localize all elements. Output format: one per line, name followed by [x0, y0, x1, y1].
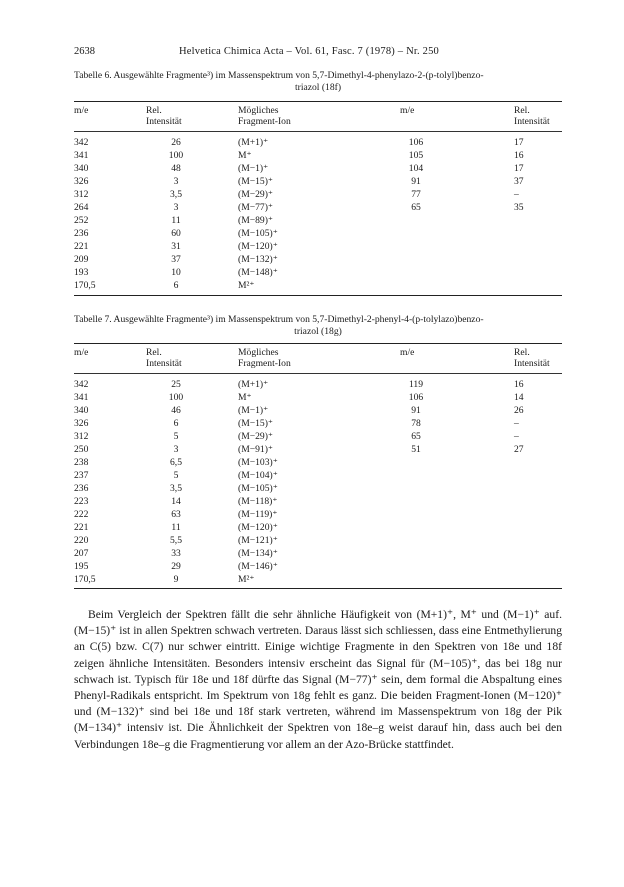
- table7-header-possible: Mögliches: [238, 347, 279, 358]
- table7-cell-me2: 119: [408, 379, 424, 390]
- table6-cell-fragment-ion: M²⁺: [238, 280, 255, 291]
- table7-header-rel: Rel.: [146, 347, 162, 358]
- table7-cell-fragment-ion: (M−29)⁺: [238, 431, 273, 442]
- table6-header-me2: m/e: [400, 105, 415, 116]
- body-paragraph: Beim Vergleich der Spektren fällt die sehr ähnliche Häufigkeit von (M+1)⁺, M⁺ und (M−1)⁺ auf. (M−15)⁺ ist in allen Spektren schwach vertreten. Daraus lässt sich schliessen, dass eine Entmethylierung an C(5) bzw. C(7) nur schwer eintritt. Einige wichtige Fragmente in den Spektren von 18e und 18f zeigen ähnliche Intensitäten. Besonders intensiv erscheint das Signal für (M−105)⁺, das bei 18g nur schwach ist. Typisch für 18e und 18f dürfte das Signal (M−77)⁺ sein, dem formal die Abspaltung eines Phenyl-Radikals entspricht. Im Spektrum von 18g fehlt es ganz. Die beiden Fragment-Ionen (M−120)⁺ und (M−132)⁺ sind bei 18e und 18f stark vertreten, während im Massenspektrum von 18g der Pik (M−134)⁺ intensiv ist. Die Ähnlichkeit der Spektren von 18e–g weist darauf hin, dass auch bei den Verbindungen 18e–g die Fragmentierung vor allem an der Azo-Brücke stattfindet.: [74, 608, 562, 751]
- table7-cell-rel-intensity2: –: [514, 418, 519, 429]
- table7-cell-me: 222: [74, 509, 89, 520]
- table7-cell-me: 195: [74, 561, 89, 572]
- table6-cell-me2: 77: [411, 189, 421, 200]
- table6-cell-rel-intensity: 37: [171, 254, 181, 265]
- table6: [74, 101, 562, 297]
- table6-header-rel: Rel.: [146, 105, 162, 116]
- table6-cell-me: 342: [74, 137, 89, 148]
- table7-cell-fragment-ion: (M−91)⁺: [238, 444, 273, 455]
- table7-cell-me: 207: [74, 548, 89, 559]
- table7-cell-me: 221: [74, 522, 89, 533]
- table7-header-rule: [74, 373, 562, 374]
- table7-cell-rel-intensity: 3,5: [170, 483, 182, 494]
- table6-cell-rel-intensity: 48: [171, 163, 181, 174]
- table7-cell-me: 236: [74, 483, 89, 494]
- table7-cell-rel-intensity: 100: [168, 392, 184, 403]
- table6-cell-fragment-ion: (M−1)⁺: [238, 163, 269, 174]
- table7-cell-rel-intensity2: 26: [514, 405, 524, 416]
- table7-cell-me2: 91: [411, 405, 421, 416]
- table7-cell-rel-intensity: 63: [171, 509, 181, 520]
- table7-cell-fragment-ion: (M−119)⁺: [238, 509, 278, 520]
- table7-cell-fragment-ion: M²⁺: [238, 574, 255, 585]
- table6-cell-me2: 104: [408, 163, 424, 174]
- table6-cell-me: 193: [74, 267, 89, 278]
- table6-cell-rel-intensity: 100: [168, 150, 184, 161]
- table6-cell-rel-intensity: 60: [171, 228, 181, 239]
- table7-cell-rel-intensity2: 14: [514, 392, 524, 403]
- table6-cell-fragment-ion: (M−105)⁺: [238, 228, 278, 239]
- table7-cell-rel-intensity: 6: [173, 418, 179, 429]
- table6-caption: [74, 70, 562, 94]
- table7-caption-line1: Tabelle 7. Ausgewählte Fragmente³) im Massenspektrum von 5,7-Dimethyl-2-phenyl-4-(p-tolylazo)benzo-: [74, 314, 484, 325]
- table6-cell-me: 236: [74, 228, 89, 239]
- table7-cell-rel-intensity: 9: [173, 574, 179, 585]
- table7-top-rule: [74, 343, 562, 344]
- table7-cell-rel-intensity2: 27: [514, 444, 524, 455]
- table7-cell-me: 340: [74, 405, 89, 416]
- table6-cell-me: 264: [74, 202, 89, 213]
- table6-cell-rel-intensity: 11: [171, 215, 181, 226]
- table6-cell-rel-intensity: 3: [173, 202, 179, 213]
- table7-cell-rel-intensity: 5,5: [170, 535, 182, 546]
- table6-cell-fragment-ion: (M−120)⁺: [238, 241, 278, 252]
- table7-cell-rel-intensity: 6,5: [170, 457, 182, 468]
- table7-header-me: m/e: [74, 347, 89, 358]
- table7-cell-fragment-ion: (M+1)⁺: [238, 379, 269, 390]
- table7-cell-fragment-ion: (M−104)⁺: [238, 470, 278, 481]
- table6-cell-fragment-ion: (M−148)⁺: [238, 267, 278, 278]
- table7-cell-me: 220: [74, 535, 89, 546]
- table6-cell-rel-intensity2: 17: [514, 163, 524, 174]
- table6-cell-me: 221: [74, 241, 89, 252]
- table7-cell-rel-intensity2: –: [514, 431, 519, 442]
- table7-caption: [74, 314, 562, 338]
- table7-cell-fragment-ion: (M−15)⁺: [238, 418, 273, 429]
- table6-header-fragment-ion: Fragment-Ion: [238, 116, 291, 127]
- table6-cell-me2: 105: [408, 150, 424, 161]
- table7-cell-rel-intensity: 11: [171, 522, 181, 533]
- table6-cell-me: 326: [74, 176, 89, 187]
- table6-cell-rel-intensity: 10: [171, 267, 181, 278]
- table6-cell-fragment-ion: (M−29)⁺: [238, 189, 273, 200]
- table7-cell-me2: 78: [411, 418, 421, 429]
- table6-header-rule: [74, 131, 562, 132]
- table6-caption-line1: Tabelle 6. Ausgewählte Fragmente³) im Massenspektrum von 5,7-Dimethyl-4-phenylazo-2-(p-tolyl)benzo-: [74, 70, 484, 81]
- table6-cell-fragment-ion: (M−132)⁺: [238, 254, 278, 265]
- table6-cell-rel-intensity2: 17: [514, 137, 524, 148]
- table6-header-rel2: Rel.: [514, 105, 530, 116]
- table6-bottom-rule: [74, 295, 562, 296]
- table7-cell-fragment-ion: (M−146)⁺: [238, 561, 278, 572]
- table7-cell-me: 326: [74, 418, 89, 429]
- body-text: [74, 607, 562, 753]
- table7-header-intensity2: Intensität: [514, 358, 550, 369]
- table7-cell-rel-intensity: 5: [173, 470, 179, 481]
- table7-cell-fragment-ion: (M−134)⁺: [238, 548, 278, 559]
- table7-cell-rel-intensity: 33: [171, 548, 181, 559]
- table7-cell-me: 250: [74, 444, 89, 455]
- table7-caption-line2: triazol (18g): [294, 326, 342, 337]
- table6-cell-fragment-ion: (M−89)⁺: [238, 215, 273, 226]
- table7-bottom-rule: [74, 588, 562, 589]
- running-header: [74, 46, 560, 60]
- table6-cell-me2: 65: [411, 202, 421, 213]
- table6-cell-fragment-ion: M⁺: [238, 150, 252, 161]
- table7-cell-me: 312: [74, 431, 89, 442]
- table6-cell-fragment-ion: (M−15)⁺: [238, 176, 273, 187]
- table7-cell-me2: 65: [411, 431, 421, 442]
- page-number: 2638: [74, 46, 95, 57]
- table6-cell-rel-intensity: 3: [173, 176, 179, 187]
- table7-cell-rel-intensity2: 16: [514, 379, 524, 390]
- table6-cell-fragment-ion: (M−77)⁺: [238, 202, 273, 213]
- table7-cell-me: 237: [74, 470, 89, 481]
- table7-cell-me: 170,5: [74, 574, 96, 585]
- table7-cell-me: 342: [74, 379, 89, 390]
- table6-cell-me: 312: [74, 189, 89, 200]
- table7-cell-fragment-ion: (M−118)⁺: [238, 496, 278, 507]
- table6-cell-rel-intensity: 6: [173, 280, 179, 291]
- table7-cell-me2: 106: [408, 392, 424, 403]
- table6-cell-rel-intensity2: 37: [514, 176, 524, 187]
- table7-cell-fragment-ion: (M−120)⁺: [238, 522, 278, 533]
- table6-cell-fragment-ion: (M+1)⁺: [238, 137, 269, 148]
- table7-cell-me: 341: [74, 392, 89, 403]
- table7-cell-fragment-ion: M⁺: [238, 392, 252, 403]
- table7-cell-me2: 51: [411, 444, 421, 455]
- table7-cell-rel-intensity: 3: [173, 444, 179, 455]
- table7-cell-me: 223: [74, 496, 89, 507]
- table6-cell-rel-intensity: 3,5: [170, 189, 182, 200]
- table6-header-intensity2: Intensität: [514, 116, 550, 127]
- table7: [74, 343, 562, 591]
- table7-header-intensity: Intensität: [146, 358, 182, 369]
- table6-header-intensity: Intensität: [146, 116, 182, 127]
- table7-cell-rel-intensity: 29: [171, 561, 181, 572]
- table7-header-rel2: Rel.: [514, 347, 530, 358]
- table6-header-me: m/e: [74, 105, 89, 116]
- table6-cell-me: 209: [74, 254, 89, 265]
- table7-cell-fragment-ion: (M−105)⁺: [238, 483, 278, 494]
- table6-cell-me: 252: [74, 215, 89, 226]
- table6-cell-rel-intensity2: 16: [514, 150, 524, 161]
- table6-caption-line2: triazol (18f): [294, 82, 342, 93]
- table6-cell-rel-intensity2: 35: [514, 202, 524, 213]
- table7-cell-rel-intensity: 5: [173, 431, 179, 442]
- table7-cell-fragment-ion: (M−121)⁺: [238, 535, 278, 546]
- table7-cell-me: 238: [74, 457, 89, 468]
- table6-cell-me2: 106: [408, 137, 424, 148]
- table7-header-me2: m/e: [400, 347, 415, 358]
- table6-cell-me: 341: [74, 150, 89, 161]
- table6-cell-me2: 91: [411, 176, 421, 187]
- table6-cell-me: 340: [74, 163, 89, 174]
- table6-cell-rel-intensity: 26: [171, 137, 181, 148]
- table6-cell-me: 170,5: [74, 280, 96, 291]
- table7-cell-fragment-ion: (M−103)⁺: [238, 457, 278, 468]
- table7-cell-fragment-ion: (M−1)⁺: [238, 405, 269, 416]
- journal-running-title: Helvetica Chimica Acta – Vol. 61, Fasc. 7 (1978) – Nr. 250: [179, 46, 439, 57]
- table7-header-fragment-ion: Fragment-Ion: [238, 358, 291, 369]
- table7-cell-rel-intensity: 25: [171, 379, 181, 390]
- table7-cell-rel-intensity: 14: [171, 496, 181, 507]
- table6-header-possible: Mögliches: [238, 105, 279, 116]
- table6-cell-rel-intensity2: –: [514, 189, 519, 200]
- table6-cell-rel-intensity: 31: [171, 241, 181, 252]
- table6-top-rule: [74, 101, 562, 102]
- table7-cell-rel-intensity: 46: [171, 405, 181, 416]
